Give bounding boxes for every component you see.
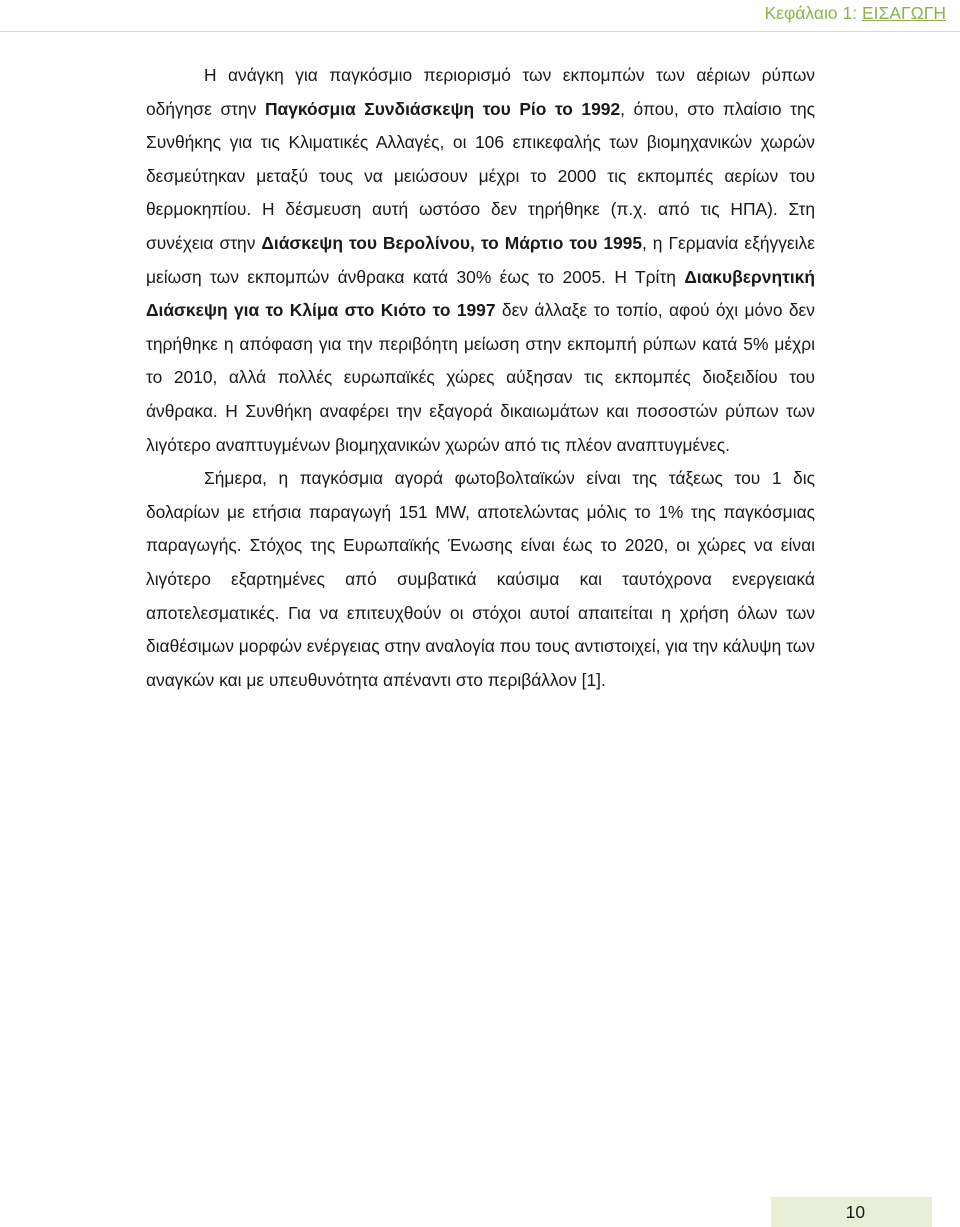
- paragraph-1-bold-berlin-conference: Διάσκεψη του Βερολίνου, το Μάρτιο του 1995: [261, 232, 643, 253]
- paragraph-1-segment-1: Η ανάγκη για παγκόσμιο περιορισμό των εκπομπών των αέριων ρύπων οδήγησε στην: [146, 65, 815, 119]
- paragraph-1-bold-rio-conference: Παγκόσμια Συνδιάσκεψη του Ρίο το 1992: [265, 98, 621, 119]
- chapter-prefix: Κεφάλαιο 1:: [764, 3, 862, 23]
- paragraph-1: [146, 59, 815, 462]
- paragraph-1-segment-3: , όπου, στο πλαίσιο της Συνθήκης για τις Κλιματικές Αλλαγές, οι 106 επικεφαλής των βιομηχανικών χωρών δεσμεύτηκαν μεταξύ τους να μειώσουν μέχρι το 2000 τις εκπομπές αερίων του θερμοκηπίου. Η δέσμευση αυτή ωστόσο δεν τηρήθηκε (π.χ. από τις ΗΠΑ). Στη συνέχεια στην: [146, 98, 816, 253]
- chapter-title-link[interactable]: ΕΙΣΑΓΩΓΗ: [861, 3, 946, 23]
- paragraph-1-segment-7: δεν άλλαξε το τοπίο, αφού όχι μόνο δεν τηρήθηκε η απόφαση για την περιβόητη μείωση στην εκπομπή ρύπων κατά 5% μέχρι το 2010, αλλά πολλές ευρωπαϊκές χώρες αύξησαν τις εκπομπές διοξειδίου του άνθρακα. Η Συνθήκη αναφέρει την εξαγορά δικαιωμάτων και ποσοστών ρύπων των λιγότερο αναπτυγμένων βιομηχανικών χωρών από τις πλέον αναπτυγμένες.: [146, 300, 816, 455]
- page-number: 10: [771, 1197, 932, 1227]
- running-header: [764, 3, 946, 24]
- paragraph-1-segment-5: , η Γερμανία εξήγγειλε μείωση των εκπομπών άνθρακα κατά 30% έως το 2005. Η Τρίτη: [146, 232, 815, 287]
- document-body: [146, 59, 815, 697]
- header-divider: [0, 31, 960, 32]
- paragraph-2-segment-1: Σήμερα, η παγκόσμια αγορά φωτοβολταϊκών είναι της τάξεως του 1 δις δολαρίων με ετήσια παραγωγή 151 MW, αποτελώντας μόλις το 1% της παγκόσμιας παραγωγής. Στόχος της Ευρωπαϊκής Ένωσης είναι έως το 2020, οι χώρες να είναι λιγότερο εξαρτημένες από συμβατικά καύσιμα και ταυτόχρονα ενεργειακά αποτελεσματικές. Για να επιτευχθούν οι στόχοι αυτοί απαιτείται η χρήση όλων των διαθέσιμων μορφών ενέργειας στην αναλογία που τους αντιστοιχεί, για την κάλυψη των αναγκών και με υπευθυνότητα απέναντι στο περιβάλλον [1].: [146, 468, 815, 690]
- paragraph-2: [146, 462, 815, 697]
- paragraph-1-bold-kyoto-conference: Διακυβερνητική Διάσκεψη για το Κλίμα στο Κιότο το 1997: [146, 266, 815, 321]
